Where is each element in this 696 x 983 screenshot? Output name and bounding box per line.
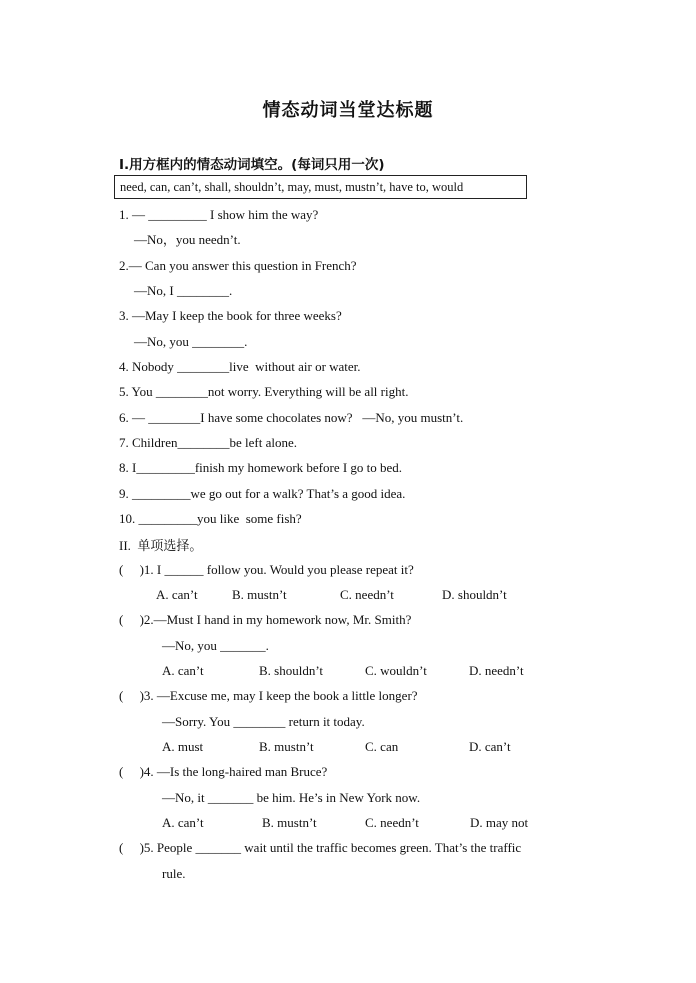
mc-question-4: ( )4. —Is the long-haired man Bruce? — [119, 764, 328, 779]
mc-2-option-c: C. wouldn’t — [365, 663, 427, 678]
mc-question-3: ( )3. —Excuse me, may I keep the book a little longer? — [119, 688, 418, 703]
mc-4-option-c: C. needn’t — [365, 815, 419, 830]
mc-4-option-b: B. mustn’t — [262, 815, 317, 830]
fill-question-10: 10. _________you like some fish? — [119, 511, 302, 526]
mc-question-1: ( )1. I ______ follow you. Would you please repeat it? — [119, 562, 414, 577]
fill-answer-3: —No, you ________. — [134, 334, 248, 349]
mc-5-continuation: rule. — [162, 866, 186, 881]
fill-question-3: 3. —May I keep the book for three weeks? — [119, 308, 342, 323]
fill-question-9: 9. _________we go out for a walk? That’s a good idea. — [119, 486, 406, 501]
mc-1-option-d: D. shouldn’t — [442, 587, 507, 602]
mc-2-option-d: D. needn’t — [469, 663, 524, 678]
fill-question-8: 8. I_________finish my homework before I go to bed. — [119, 460, 403, 475]
fill-question-1: 1. — _________ I show him the way? — [119, 207, 319, 222]
fill-question-6: 6. — ________I have some chocolates now? —No, you mustn’t. — [119, 410, 464, 425]
mc-3-option-b: B. mustn’t — [259, 739, 314, 754]
mc-question-2: ( )2.—Must I hand in my homework now, Mr. Smith? — [119, 612, 412, 627]
fill-question-5: 5. You ________not worry. Everything will be all right. — [119, 384, 409, 399]
mc-4-option-d: D. may not — [470, 815, 529, 830]
mc-4-option-a: A. can’t — [162, 815, 204, 830]
mc-3-reply: —Sorry. You ________ return it today. — [162, 714, 365, 729]
mc-1-option-b: B. mustn’t — [232, 587, 287, 602]
mc-3-option-c: C. can — [365, 739, 399, 754]
mc-2-option-a: A. can’t — [162, 663, 204, 678]
mc-2-reply: —No, you _______. — [162, 638, 269, 653]
fill-answer-1: —No，you needn’t. — [134, 232, 241, 247]
mc-3-option-d: D. can’t — [469, 739, 511, 754]
word-box: need, can, can’t, shall, shouldn’t, may, must, mustn’t, have to, would — [114, 175, 527, 199]
section-2-heading: II. 单项选择。 — [119, 538, 203, 553]
mc-1-option-c: C. needn’t — [340, 587, 394, 602]
mc-4-reply: —No, it _______ be him. He’s in New York now. — [162, 790, 421, 805]
fill-answer-2: —No, I ________. — [134, 283, 233, 298]
page-title: 情态动词当堂达标题 — [262, 100, 434, 121]
mc-3-option-a: A. must — [162, 739, 204, 754]
mc-1-option-a: A. can’t — [156, 587, 198, 602]
fill-question-4: 4. Nobody ________live without air or water. — [119, 359, 361, 374]
fill-question-7: 7. Children________be left alone. — [119, 435, 297, 450]
mc-2-option-b: B. shouldn’t — [259, 663, 324, 678]
mc-question-5: ( )5. People _______ wait until the traffic becomes green. That’s the traffic — [119, 840, 522, 855]
section-1-heading: I.用方框内的情态动词填空。(每词只用一次) — [119, 157, 385, 173]
fill-question-2: 2.— Can you answer this question in French? — [119, 258, 357, 273]
